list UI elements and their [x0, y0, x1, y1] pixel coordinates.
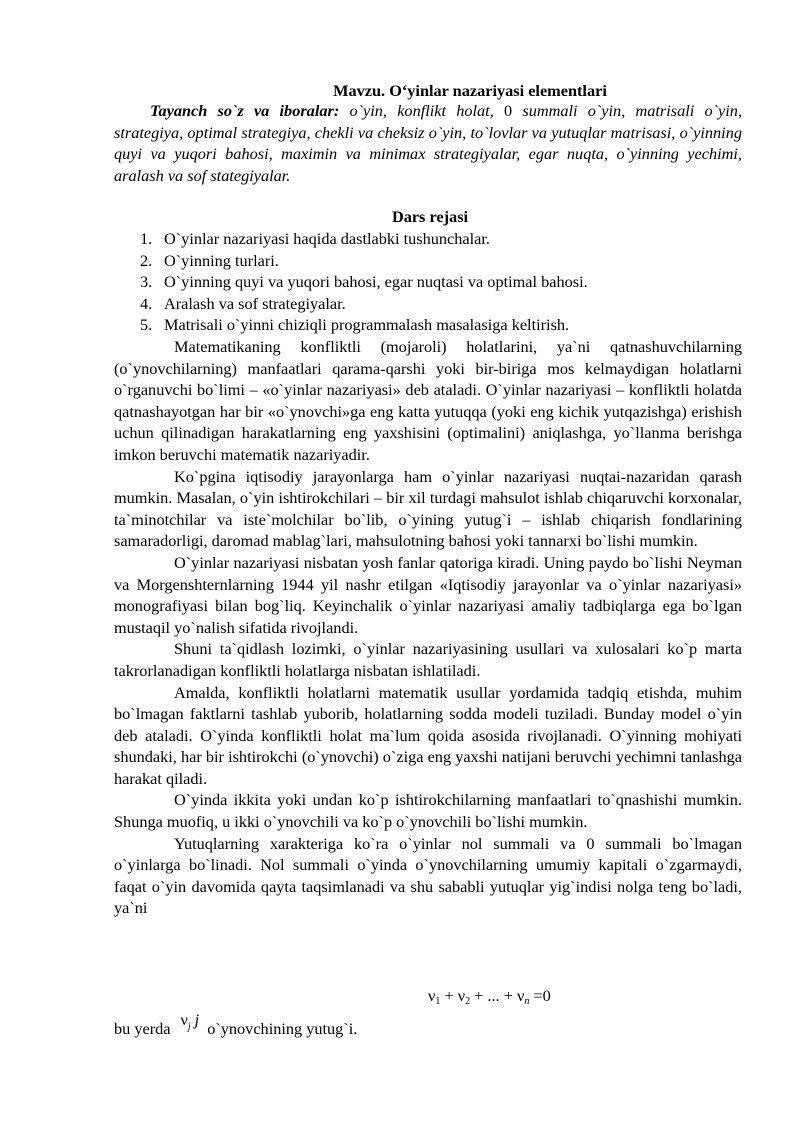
plan-item-number: 5. — [140, 315, 153, 335]
plan-item — [140, 314, 740, 336]
plan-item-number: 3. — [140, 272, 153, 292]
paragraph: Ko`pgina iqtisodiy jarayonlarga ham o`yinlar nazariyasi nuqtai-nazaridan qarash mumkin. Masalan, o`yin ishtirokchilari – bir xil turdagi mahsulot ishlab chiqaruvchi korxonalar, ta`minotchilar va iste`molchilar bo`lib, o`yining yutug`i – ishlab chiqarish fondlarining samaradorligi, daromad mablag`lari, mahsulotning bahosi yoki tannarxi bo`lishi mumkin. — [114, 466, 742, 551]
plan-item-number: 4. — [140, 293, 153, 313]
plan-item-text: O`yinning turlari. — [164, 250, 279, 270]
plan-item — [140, 250, 740, 272]
sum-formula: $\nu_1 + \nu_2$ + ... + $\nu_n =0$ — [428, 986, 551, 1007]
plan-item-text: Aralash va sof strategiyalar. — [164, 293, 346, 313]
paragraph: Amalda, konfliktli holatlarni matematik usullar yordamida tadqiq etishda, muhim bo`lmagan faktlarni tashlab yuborib, holatlarning sodda modeli tuziladi. Bunday model o`yin deb ataladi. O`yinda konfliktli holat ma`lum qoida asosida rivojlanadi. O`yinning mohiyati shundaki, har bir ishtirokchi (o`ynovchi) o`ziga eng yaxshi natijani beruvchi yechimni tanlashga harakat qiladi. — [114, 682, 742, 788]
plan-item-number: 1. — [140, 229, 153, 248]
paragraph: Yutuqlarning xarakteriga ko`ra o`yinlar nol summali va 0 summali bo`lmagan o`yinlarga bo`linadi. Nol summali o`yinda o`ynovchilarning umumiy kapitali o`zgarmaydi, faqat o`yin davomida qayta taqsimlanadi va shu sababli yutuqlar yig`indisi nolga teng bo`ladi, ya`ni — [114, 833, 742, 918]
closing-prefix: bu yerda — [114, 1019, 171, 1038]
plan-item-number: 2. — [140, 250, 153, 270]
plan-title: Dars rejasi — [391, 207, 469, 226]
document-title: Mavzu. O‘yinlar nazariyasi elementlari — [333, 81, 607, 100]
plan-list — [140, 228, 740, 336]
closing-suffix: o`ynovchining yutug`i. — [207, 1019, 358, 1038]
payoff-symbol: $\nu_j$ — [180, 1010, 191, 1033]
keywords-zero: 0 — [504, 101, 513, 120]
closing-line — [114, 1010, 742, 1047]
plan-item-text: O`yinning quyi va yuqori bahosi, egar nuqtasi va optimal bahosi. — [164, 272, 588, 292]
plan-item — [140, 293, 740, 315]
keywords-paragraph — [114, 100, 742, 186]
plan-item-text: Matrisali o`yinni chiziqli programmalash masalasiga keltirish. — [164, 315, 570, 335]
paragraph: O`yinda ikkita yoki undan ko`p ishtirokchilarning manfaatlari to`qnashishi mumkin. Shunga muofiq, u ikki o`ynovchili va ko`p o`ynovchili bo`lishi mumkin. — [114, 790, 742, 832]
plan-item — [140, 228, 740, 250]
body-text — [114, 336, 742, 919]
player-index: j — [194, 1010, 200, 1029]
paragraph: Matematikaning konfliktli (mojaroli) holatlarini, ya`ni qatnashuvchilarning (o`ynovchilarning) manfaatlari qarama-qarshi yoki bir-biriga mos kelmaydigan holatlarni o`rganuvchi bo`limi – «o`yinlar nazariyasi» deb ataladi. O`yinlar nazariyasi – konfliktli holatda qatnashayotgan har bir «o`ynovchi»ga eng katta yutuqqa (yoki eng kichik yutqazishga) erishish uchun qilinadigan harakatlarning eng yaxshisini (optimalini) aniqlashga, yo`llanma berishga imkon beruvchi matematik nazariyadir. — [114, 337, 742, 464]
keywords-text-1: o`yin, konflikt holat, — [339, 101, 504, 120]
keywords-text-2: summali o`yin, matrisali o`yin, strategiya, optimal strategiya, chekli va cheksiz o`yin, to`lovlar va yutuqlar matrisasi, o`yinning quyi va yuqori bahosi, maximin va minimax strategiyalar, egar nuqta, o`yinning yechimi, aralash va sof stategiyalar. — [114, 101, 743, 185]
paragraph: O`yinlar nazariyasi nisbatan yosh fanlar qatoriga kiradi. Uning paydo bo`lishi Neyman va Morgenshternlarning 1944 yil nashr etilgan «Iqtisodiy jarayonlar va o`yinlar nazariyasi» monografiyasi bilan bog`liq. Keyinchalik o`yinlar nazariyasi amaliy tadbiqlarga ega bo`lgan mustaqil yo`nalish sifatida rivojlandi. — [114, 552, 742, 637]
plan-item — [140, 271, 740, 293]
keywords-label: Tayanch so`z va iboralar: — [150, 101, 340, 120]
paragraph: Shuni ta`qidlash lozimki, o`yinlar nazariyasining usullari va xulosalari ko`p marta takrorlanadigan konfliktli holatlarga nisbatan ishlatiladi. — [114, 639, 742, 680]
plan-item-text: O`yinlar nazariyasi haqida dastlabki tushunchalar. — [164, 229, 490, 248]
